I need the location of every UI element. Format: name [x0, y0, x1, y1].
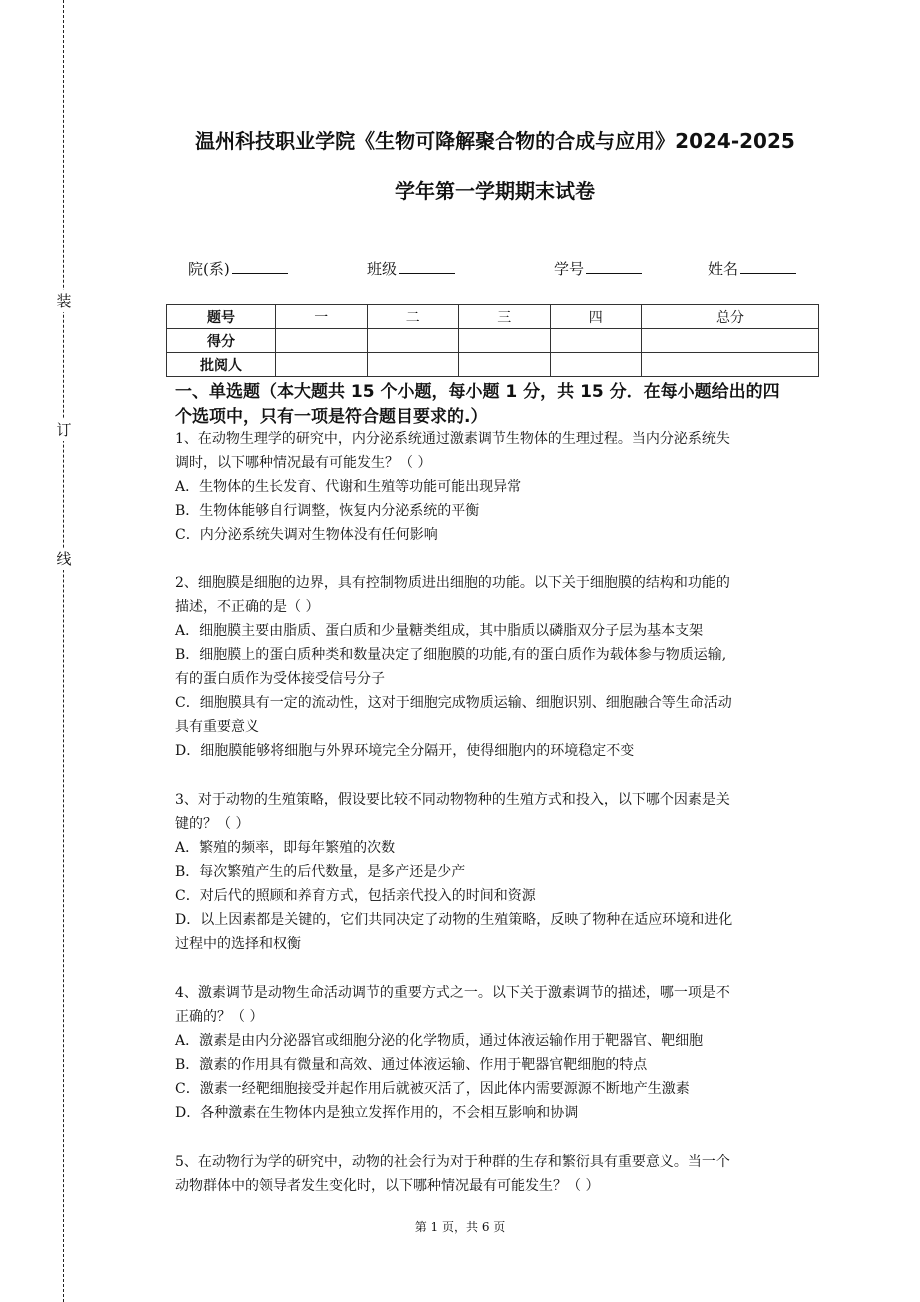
score-header-cell: 四: [550, 305, 642, 329]
question-3-stem-line: 键的？（ ）: [175, 816, 250, 832]
score-cell: [367, 353, 459, 377]
question-3-stem-line: 3、对于动物的生殖策略，假设要比较不同动物物种的生殖方式和投入，以下哪个因素是关: [175, 792, 730, 808]
binding-char-xian: 线: [53, 548, 75, 570]
question-4-stem-line: 4、激素调节是动物生命活动调节的重要方式之一。以下关于激素调节的描述，哪一项是不: [175, 985, 730, 1001]
question-1-option-c[interactable]: C．内分泌系统失调对生物体没有任何影响: [175, 527, 438, 543]
question-2-stem-line: 描述，不正确的是（ ）: [175, 599, 320, 615]
exam-title-line1: 温州科技职业学院《生物可降解聚合物的合成与应用》2024-2025: [195, 129, 795, 153]
info-name: [708, 258, 796, 279]
section-heading: [175, 380, 820, 430]
score-header-cell: 题号: [167, 305, 276, 329]
score-header-cell: 一: [276, 305, 368, 329]
page-footer: 第 1 页，共 6 页: [414, 1220, 506, 1234]
info-name-label: 姓名: [708, 260, 739, 278]
info-class: [367, 258, 455, 279]
score-header-cell: 二: [367, 305, 459, 329]
question-2-option-d[interactable]: D．细胞膜能够将细胞与外界环境完全分隔开，使得细胞内的环境稳定不变: [175, 743, 635, 759]
question-4-option-a[interactable]: A．激素是由内分泌器官或细胞分泌的化学物质，通过体液运输作用于靶器官、靶细胞: [175, 1033, 704, 1049]
question-3-option-b[interactable]: B．每次繁殖产生的后代数量，是多产还是少产: [175, 864, 466, 880]
question-3-option-d-cont[interactable]: 过程中的选择和权衡: [175, 936, 301, 952]
binding-char-ding: 订: [53, 419, 75, 441]
score-table-row: [167, 329, 819, 353]
question-1-option-a[interactable]: A．生物体的生长发育、代谢和生殖等功能可能出现异常: [175, 479, 522, 495]
score-row-label: 批阅人: [167, 353, 276, 377]
question-4-option-d[interactable]: D．各种激素在生物体内是独立发挥作用的，不会相互影响和协调: [175, 1105, 579, 1121]
score-cell: [642, 329, 819, 353]
score-table-row: [167, 353, 819, 377]
binding-dashed-line: [63, 0, 64, 1302]
question-3-option-c[interactable]: C．对后代的照顾和养育方式，包括亲代投入的时间和资源: [175, 888, 536, 904]
info-class-label: 班级: [367, 260, 398, 278]
question-5-stem-line: 动物群体中的领导者发生变化时，以下哪种情况最有可能发生？（ ）: [175, 1178, 600, 1194]
score-cell: [276, 353, 368, 377]
info-name-blank[interactable]: [740, 259, 796, 274]
info-department: [188, 258, 288, 279]
question-4-stem-line: 正确的？（ ）: [175, 1009, 264, 1025]
question-1-option-b[interactable]: B．生物体能够自行调整，恢复内分泌系统的平衡: [175, 503, 480, 519]
question-2-option-b[interactable]: B．细胞膜上的蛋白质种类和数量决定了细胞膜的功能,有的蛋白质作为载体参与物质运输,: [175, 647, 727, 663]
question-2-option-c-cont[interactable]: 具有重要意义: [175, 719, 259, 735]
score-header-cell: 总分: [642, 305, 819, 329]
info-department-blank[interactable]: [232, 259, 288, 274]
score-cell: [459, 353, 551, 377]
question-5-stem-line: 5、在动物行为学的研究中，动物的社会行为对于种群的生存和繁衍具有重要意义。当一个: [175, 1154, 730, 1170]
score-table-header-row: [167, 305, 819, 329]
question-2-stem-line: 2、细胞膜是细胞的边界，具有控制物质进出细胞的功能。以下关于细胞膜的结构和功能的: [175, 575, 730, 591]
score-row-label: 得分: [167, 329, 276, 353]
question-2-option-a[interactable]: A．细胞膜主要由脂质、蛋白质和少量糖类组成，其中脂质以磷脂双分子层为基本支架: [175, 623, 704, 639]
score-cell: [276, 329, 368, 353]
score-header-cell: 三: [459, 305, 551, 329]
question-3-option-a[interactable]: A．繁殖的频率，即每年繁殖的次数: [175, 840, 396, 856]
question-2-option-b-cont[interactable]: 有的蛋白质作为受体接受信号分子: [175, 671, 385, 687]
info-department-label: 院(系): [188, 260, 230, 278]
info-student-id-blank[interactable]: [586, 259, 642, 274]
binding-char-zhuang: 装: [53, 290, 75, 312]
info-student-id-label: 学号: [554, 260, 585, 278]
question-1-stem-line: 1、在动物生理学的研究中，内分泌系统通过激素调节生物体的生理过程。当内分泌系统失: [175, 431, 730, 447]
question-4-option-b[interactable]: B．激素的作用具有微量和高效、通过体液运输、作用于靶器官靶细胞的特点: [175, 1057, 648, 1073]
section-heading-line: 一、单选题（本大题共 15 个小题，每小题 1 分，共 15 分．在每小题给出的四: [175, 382, 780, 402]
score-cell: [550, 353, 642, 377]
score-cell: [550, 329, 642, 353]
section-heading-line: 个选项中，只有一项是符合题目要求的.）: [175, 407, 488, 427]
question-2-option-c[interactable]: C．细胞膜具有一定的流动性，这对于细胞完成物质运输、细胞识别、细胞融合等生命活动: [175, 695, 732, 711]
score-cell: [459, 329, 551, 353]
info-class-blank[interactable]: [399, 259, 455, 274]
student-info-row: [188, 258, 808, 280]
info-student-id: [554, 258, 642, 279]
score-cell: [367, 329, 459, 353]
score-cell: [642, 353, 819, 377]
question-1-stem-line: 调时，以下哪种情况最有可能发生？（ ）: [175, 455, 432, 471]
score-table: [166, 304, 819, 377]
question-3-option-d[interactable]: D．以上因素都是关键的，它们共同决定了动物的生殖策略，反映了物种在适应环境和进化: [175, 912, 733, 928]
exam-title-line2: 学年第一学期期末试卷: [395, 179, 595, 203]
question-4-option-c[interactable]: C．激素一经靶细胞接受并起作用后就被灭活了，因此体内需要源源不断地产生激素: [175, 1081, 690, 1097]
